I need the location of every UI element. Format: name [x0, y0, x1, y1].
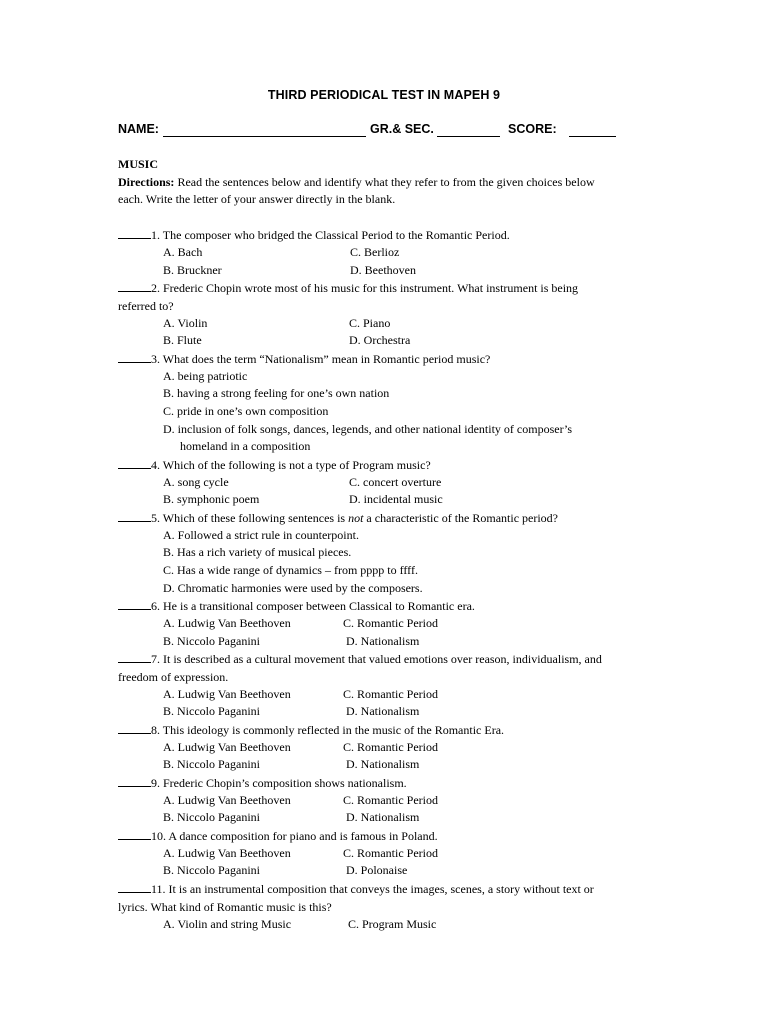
- question-6-text: 6. He is a transitional composer between Classical to Romantic era.: [151, 599, 475, 613]
- q11-option-a: A. Violin and string Music: [163, 917, 292, 931]
- q9-option-a: A. Ludwig Van Beethoven: [163, 793, 291, 807]
- question-1-text: 1. The composer who bridged the Classical Period to the Romantic Period.: [151, 228, 510, 242]
- answer-blank-10[interactable]: [118, 829, 151, 840]
- name-label: NAME:: [118, 122, 159, 136]
- q1-option-d: D. Beethoven: [350, 263, 416, 277]
- question-7: [118, 651, 602, 669]
- question-10-text: 10. A dance composition for piano and is famous in Poland.: [151, 829, 438, 843]
- q3-option-d: D. inclusion of folk songs, dances, legends, and other national identity of composer’s: [163, 422, 573, 436]
- answer-blank-5[interactable]: [118, 511, 151, 522]
- q6-option-d: D. Nationalism: [346, 634, 420, 648]
- question-2: [118, 280, 578, 298]
- question-11-text: 11. It is an instrumental composition that conveys the images, scenes, a story without text or: [151, 882, 594, 896]
- q10-option-b: B. Niccolo Paganini: [163, 863, 260, 877]
- q11-option-c: C. Program Music: [348, 917, 437, 931]
- question-7-cont: freedom of expression.: [118, 670, 229, 684]
- answer-blank-11[interactable]: [118, 882, 151, 893]
- q3-option-d-cont: homeland in a composition: [180, 439, 311, 453]
- q8-option-a: A. Ludwig Van Beethoven: [163, 740, 291, 754]
- q3-option-c: C. pride in one’s own composition: [163, 404, 329, 418]
- q7-option-a: A. Ludwig Van Beethoven: [163, 687, 291, 701]
- q7-option-b: B. Niccolo Paganini: [163, 704, 260, 718]
- q2-option-a: A. Violin: [163, 316, 208, 330]
- q6-option-a: A. Ludwig Van Beethoven: [163, 616, 291, 630]
- q10-option-a: A. Ludwig Van Beethoven: [163, 846, 291, 860]
- question-3-text: 3. What does the term “Nationalism” mean in Romantic period music?: [151, 352, 491, 366]
- question-8: [118, 722, 504, 740]
- answer-blank-7[interactable]: [118, 652, 151, 663]
- q5-option-b: B. Has a rich variety of musical pieces.: [163, 545, 352, 559]
- directions-label: Directions:: [118, 175, 175, 189]
- grsec-label: GR.& SEC.: [370, 122, 434, 136]
- question-5: [118, 510, 558, 528]
- answer-blank-1[interactable]: [118, 228, 151, 239]
- question-1: [118, 227, 510, 245]
- score-label: SCORE:: [508, 122, 557, 136]
- q6-option-c: C. Romantic Period: [343, 616, 438, 630]
- question-2-cont: referred to?: [118, 299, 174, 313]
- question-5-emphasis: not: [348, 511, 364, 525]
- q5-option-d: D. Chromatic harmonies were used by the composers.: [163, 581, 423, 595]
- q9-option-c: C. Romantic Period: [343, 793, 438, 807]
- answer-blank-3[interactable]: [118, 352, 151, 363]
- q8-option-b: B. Niccolo Paganini: [163, 757, 260, 771]
- q9-option-b: B. Niccolo Paganini: [163, 810, 260, 824]
- question-2-text: 2. Frederic Chopin wrote most of his music for this instrument. What instrument is being: [151, 281, 579, 295]
- q4-option-c: C. concert overture: [349, 475, 442, 489]
- q2-option-d: D. Orchestra: [349, 333, 411, 347]
- answer-blank-4[interactable]: [118, 458, 151, 469]
- question-11: [118, 881, 594, 899]
- q1-option-b: B. Bruckner: [163, 263, 222, 277]
- name-blank[interactable]: [163, 136, 366, 137]
- q1-option-c: C. Berlioz: [350, 245, 400, 259]
- question-4: [118, 457, 431, 475]
- directions-text-1: Read the sentences below and identify what they refer to from the given choices below: [177, 175, 595, 189]
- grsec-blank[interactable]: [437, 136, 500, 137]
- question-9: [118, 775, 407, 793]
- question-4-text: 4. Which of the following is not a type of Program music?: [151, 458, 431, 472]
- question-10: [118, 828, 438, 846]
- q5-option-a: A. Followed a strict rule in counterpoint.: [163, 528, 359, 542]
- answer-blank-9[interactable]: [118, 776, 151, 787]
- q8-option-d: D. Nationalism: [346, 757, 420, 771]
- q8-option-c: C. Romantic Period: [343, 740, 438, 754]
- q4-option-b: B. symphonic poem: [163, 492, 260, 506]
- q7-option-d: D. Nationalism: [346, 704, 420, 718]
- q1-option-a: A. Bach: [163, 245, 203, 259]
- question-7-text: 7. It is described as a cultural movement that valued emotions over reason, individualism, and: [151, 652, 602, 666]
- page-title: THIRD PERIODICAL TEST IN MAPEH 9: [267, 88, 501, 102]
- q10-option-c: C. Romantic Period: [343, 846, 438, 860]
- score-blank[interactable]: [569, 136, 616, 137]
- q6-option-b: B. Niccolo Paganini: [163, 634, 260, 648]
- answer-blank-8[interactable]: [118, 723, 151, 734]
- question-6: [118, 598, 475, 616]
- q7-option-c: C. Romantic Period: [343, 687, 438, 701]
- q2-option-c: C. Piano: [349, 316, 391, 330]
- question-11-cont: lyrics. What kind of Romantic music is this?: [118, 900, 332, 914]
- q5-option-c: C. Has a wide range of dynamics – from pppp to ffff.: [163, 563, 418, 577]
- directions-line-1: [118, 174, 595, 192]
- q10-option-d: D. Polonaise: [346, 863, 408, 877]
- q4-option-a: A. song cycle: [163, 475, 229, 489]
- question-5-text-b: a characteristic of the Romantic period?: [363, 511, 558, 525]
- section-title: MUSIC: [118, 157, 159, 171]
- question-5-text-a: 5. Which of these following sentences is: [151, 511, 349, 525]
- question-9-text: 9. Frederic Chopin’s composition shows nationalism.: [151, 776, 407, 790]
- q3-option-b: B. having a strong feeling for one’s own nation: [163, 386, 390, 400]
- q2-option-b: B. Flute: [163, 333, 202, 347]
- answer-blank-2[interactable]: [118, 281, 151, 292]
- question-8-text: 8. This ideology is commonly reflected in the music of the Romantic Era.: [151, 723, 505, 737]
- question-3: [118, 351, 490, 369]
- q9-option-d: D. Nationalism: [346, 810, 420, 824]
- q4-option-d: D. incidental music: [349, 492, 443, 506]
- q3-option-a: A. being patriotic: [163, 369, 248, 383]
- directions-line-2: each. Write the letter of your answer directly in the blank.: [118, 192, 396, 206]
- answer-blank-6[interactable]: [118, 599, 151, 610]
